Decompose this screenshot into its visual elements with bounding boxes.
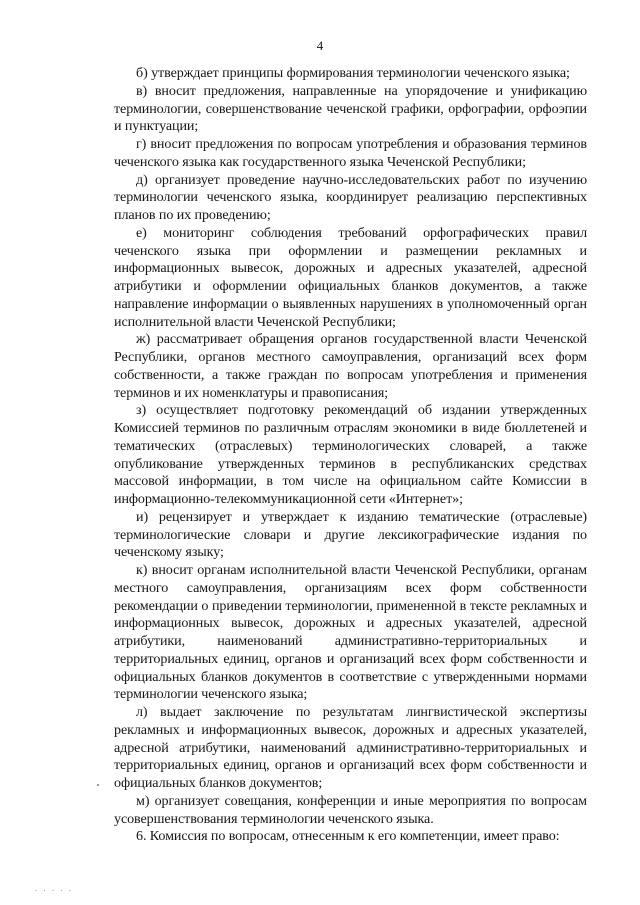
paragraph-e: е) мониторинг соблюдения требований орфографических правил чеченского языка при оформлении и размещении рекламных и информационных вывесок, дорожных и адресных указателей, адресной атрибутики и оформлении официальных бланков документов, а также направление информации о выявленных нарушениях в уполномоченный орган исполнительной власти Чеченской Республики; [114,224,587,330]
paragraph-k: к) вносит органам исполнительной власти Чеченской Республики, органам местного самоуправления, организациям всех форм собственности рекомендации о приведении терминологии, примененной в тексте рекламных и информационных вывесок, дорожных и адресных указателей, адресной атрибутики, наименований административно-территориальных и территориальных единиц, органов и организаций всех форм собственности и официальных бланков документов в соответствие с утвержденными нормами терминологии чеченского языка; [114,562,587,703]
paragraph-m: м) организует совещания, конференции и иные мероприятия по вопросам усовершенствования терминологии чеченского языка. [114,792,587,827]
scan-speck [97,784,99,786]
document-body [114,65,587,846]
paragraph-v: в) вносит предложения, направленные на упорядочение и унификацию терминологии, совершенствование чеченской графики, орфографии, орфоэпии и пунктуации; [114,82,587,135]
paragraph-z: з) осуществляет подготовку рекомендаций об издании утвержденных Комиссией терминов по различным отраслям экономики в виде бюллетеней и тематических (отраслевых) терминологических словарей, а также опубликование утвержденных терминов в республиканских средствах массовой информации, в том числе на официальном сайте Комиссии в информационно-телекоммуникационной сети «Интернет»; [114,402,587,507]
page-number: 4 [316,38,324,53]
paragraph-zh: ж) рассматривает обращения органов государственной власти Чеченской Республики, органов местного самоуправления, организаций всех форм собственности, а также граждан по вопросам употребления и применения терминов и их номенклатуры и правописания; [114,331,587,401]
scan-corner-marks: · · · · · [34,887,72,895]
paragraph-i: и) рецензирует и утверждает к изданию тематические (отраслевые) терминологические словари и другие лексикографические издания по чеченскому языку; [114,508,587,561]
paragraph-d: д) организует проведение научно-исследовательских работ по изучению терминологии чеченского языка, координирует реализацию перспективных планов по их проведению; [114,171,587,223]
paragraph-g: г) вносит предложения по вопросам употребления и образования терминов чеченского языка как государственного языка Чеченской Республики; [114,136,587,170]
paragraph-l: л) выдает заключение по результатам лингвистической экспертизы рекламных и информационных вывесок, дорожных и адресных указателей, адресной атрибутики, наименований административно-территориальных и территориальных единиц, органов и организаций всех форм собственности и официальных бланков документов; [114,704,587,791]
section-6-intro: 6. Комиссия по вопросам, отнесенным к его компетенции, имеет право: [136,828,560,845]
paragraph-b: б) утверждает принципы формирования терминологии чеченского языка; [136,65,570,81]
